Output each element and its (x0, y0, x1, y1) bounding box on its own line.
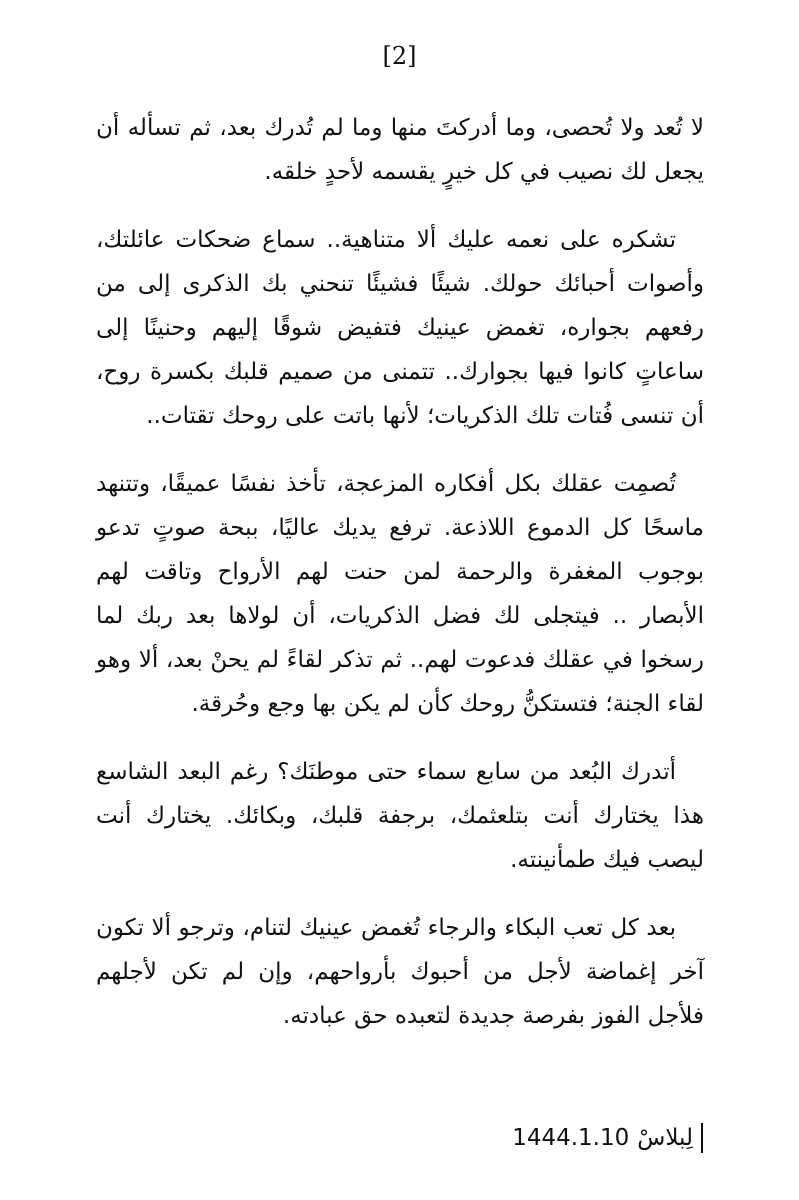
paragraph-5: بعد كل تعب البكاء والرجاء تُغمض عينيك لتنام، وترجو ألا تكون آخر إغماضة لأجل من أحبوك بأرواحهم، وإن لم تكن لأجلهم فلأجل الفوز بفرصة جديدة لتعبده حق عبادته. (96, 915, 704, 1029)
signature-name: لِبلاسْ (637, 1125, 693, 1151)
paragraph-2: تشكره على نعمه عليك ألا متناهية.. سماع ضحكات عائلتك، وأصوات أحبائك حولك. شيئًا فشيئًا تنحني بك الذكرى إلى من رفعهم بجواره، تغمض عينيك فتفيض شوقًا إليهم وحنينًا إلى ساعاتٍ كانوا فيها بجوارك.. تتمنى من صميم قلبك بكسرة روح، أن تنسى فُتات تلك الذكريات؛ لأنها باتت على روحك تقتات.. (96, 227, 704, 429)
page-number: [2] (382, 42, 417, 70)
body-text (96, 106, 704, 1062)
paragraph-3: تُصمِت عقلك بكل أفكاره المزعجة، تأخذ نفسًا عميقًا، وتتنهد ماسحًا كل الدموع اللاذعة. ترفع يديك عاليًا، ببحة صوتٍ تدعو بوجوب المغفرة والرحمة لمن حنت لهم الأرواح وتاقت لهم الأبصار .. فيتجلى لك فضل الذكريات، أن لولاها بعد ربك لما رسخوا في عقلك فدعوت لهم.. ثم تذكر لقاءً لم يحنْ بعد، ألا وهو لقاء الجنة؛ فتستكنُّ روحك كأن لم يكن بها وجع وحُرقة. (96, 471, 704, 717)
signature (512, 1118, 703, 1158)
paragraph-4: أتدرك البُعد من سابع سماء حتى موطنَك؟ رغم البعد الشاسع هذا يختارك أنت بتلعثمك، برجفة قلبك، وبكائك. يختارك أنت ليصب فيك طمأنينته. (96, 759, 704, 873)
signature-date: 1444.1.10 (512, 1125, 630, 1151)
paragraph-1: لا تُعد ولا تُحصى، وما أدركتَ منها وما لم تُدرك بعد، ثم تسأله أن يجعل لك نصيب في كل خيرٍ يقسمه لأحدٍ خلقه. (96, 115, 704, 185)
signature-divider (701, 1123, 703, 1153)
